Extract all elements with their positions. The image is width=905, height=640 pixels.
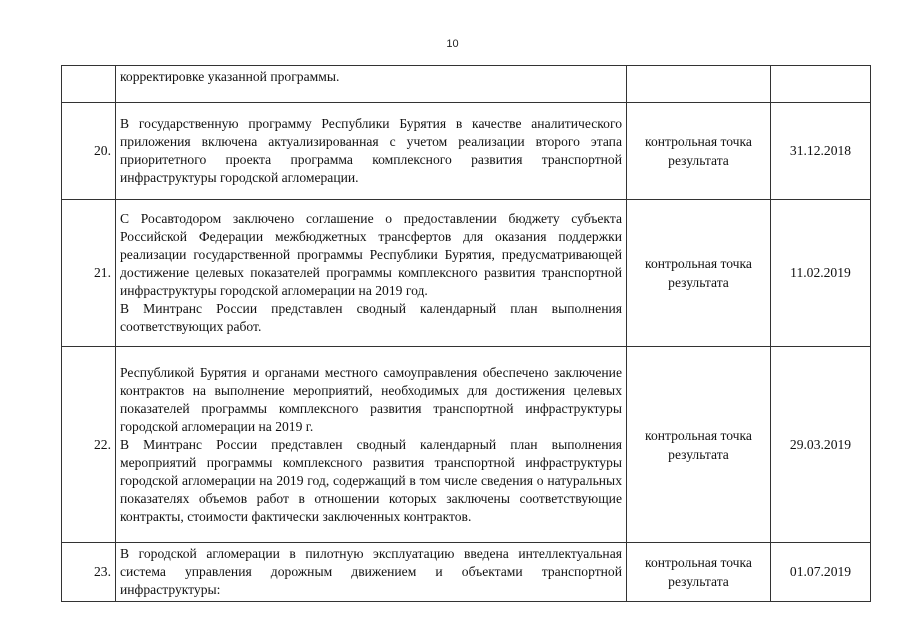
row-date: 01.07.2019: [771, 543, 871, 602]
row-number: [62, 66, 116, 103]
row-type: [627, 200, 771, 347]
table-row: [62, 66, 871, 103]
row-type: [627, 347, 771, 543]
page-number: 10: [446, 38, 459, 50]
row-date: 29.03.2019: [771, 347, 871, 543]
row-description: [116, 103, 627, 200]
row-description: [116, 347, 627, 543]
row-date: 11.02.2019: [771, 200, 871, 347]
table-row: [62, 543, 871, 602]
control-points-table: [61, 65, 871, 602]
row-number: 21.: [62, 200, 116, 347]
row-number: 22.: [62, 347, 116, 543]
row-type: [627, 103, 771, 200]
description-paragraph: В Минтранс России представлен сводный календарный план выполнения мероприятий программы комплексного развития транспортной инфраструктуры городской агломерации на 2019 год, содержащий в том числе сведения о натуральных показателях объемов работ в отношении которых заключены соответствующие контракты, стоимости фактически заключенных контрактов.: [120, 436, 622, 524]
description-paragraph: С Росавтодором заключено соглашение о предоставлении бюджету субъекта Российской Федерации межбюджетных трансфертов для оказания поддержки реализации государственной программы Республики Бурятия, предусматривающей достижение целевых показателей программы комплексного развития транспортной инфраструктуры городской агломерации на 2019 год.: [120, 211, 622, 298]
table-row: [62, 347, 871, 543]
description-paragraph: В Минтранс России представлен сводный календарный план выполнения соответствующих работ.: [120, 301, 622, 334]
description-paragraph: Республикой Бурятия и органами местного самоуправления обеспечено заключение контрактов на выполнение мероприятий, необходимых для достижения целевых показателей программы комплексного развития транспортной инфраструктуры городской агломерации на 2019 г.: [120, 364, 622, 434]
row-type: [627, 66, 771, 103]
row-description: [116, 66, 627, 103]
row-type-text: контрольная точка результата: [645, 256, 752, 290]
table-row: [62, 200, 871, 347]
row-date: [771, 66, 871, 103]
row-type-text: контрольная точка результата: [645, 427, 752, 462]
description-paragraph: корректировке указанной программы.: [120, 69, 340, 84]
row-description: [116, 200, 627, 347]
row-type-text: контрольная точка результата: [645, 134, 752, 168]
row-description: [116, 543, 627, 602]
row-type: [627, 543, 771, 602]
row-number: 20.: [62, 103, 116, 200]
table-row: [62, 103, 871, 200]
row-number: 23.: [62, 543, 116, 602]
description-paragraph: В городской агломерации в пилотную эксплуатацию введена интеллектуальная система управления дорожным движением и объектами транспортной инфраструктуры:: [120, 546, 622, 597]
row-type-text: контрольная точка результата: [645, 555, 752, 589]
description-paragraph: В государственную программу Республики Бурятия в качестве аналитического приложения включена актуализированная с учетом реализации второго этапа приоритетного проекта программа комплексного развития транспортной инфраструктуры городской агломерации.: [120, 116, 622, 185]
row-date: 31.12.2018: [771, 103, 871, 200]
